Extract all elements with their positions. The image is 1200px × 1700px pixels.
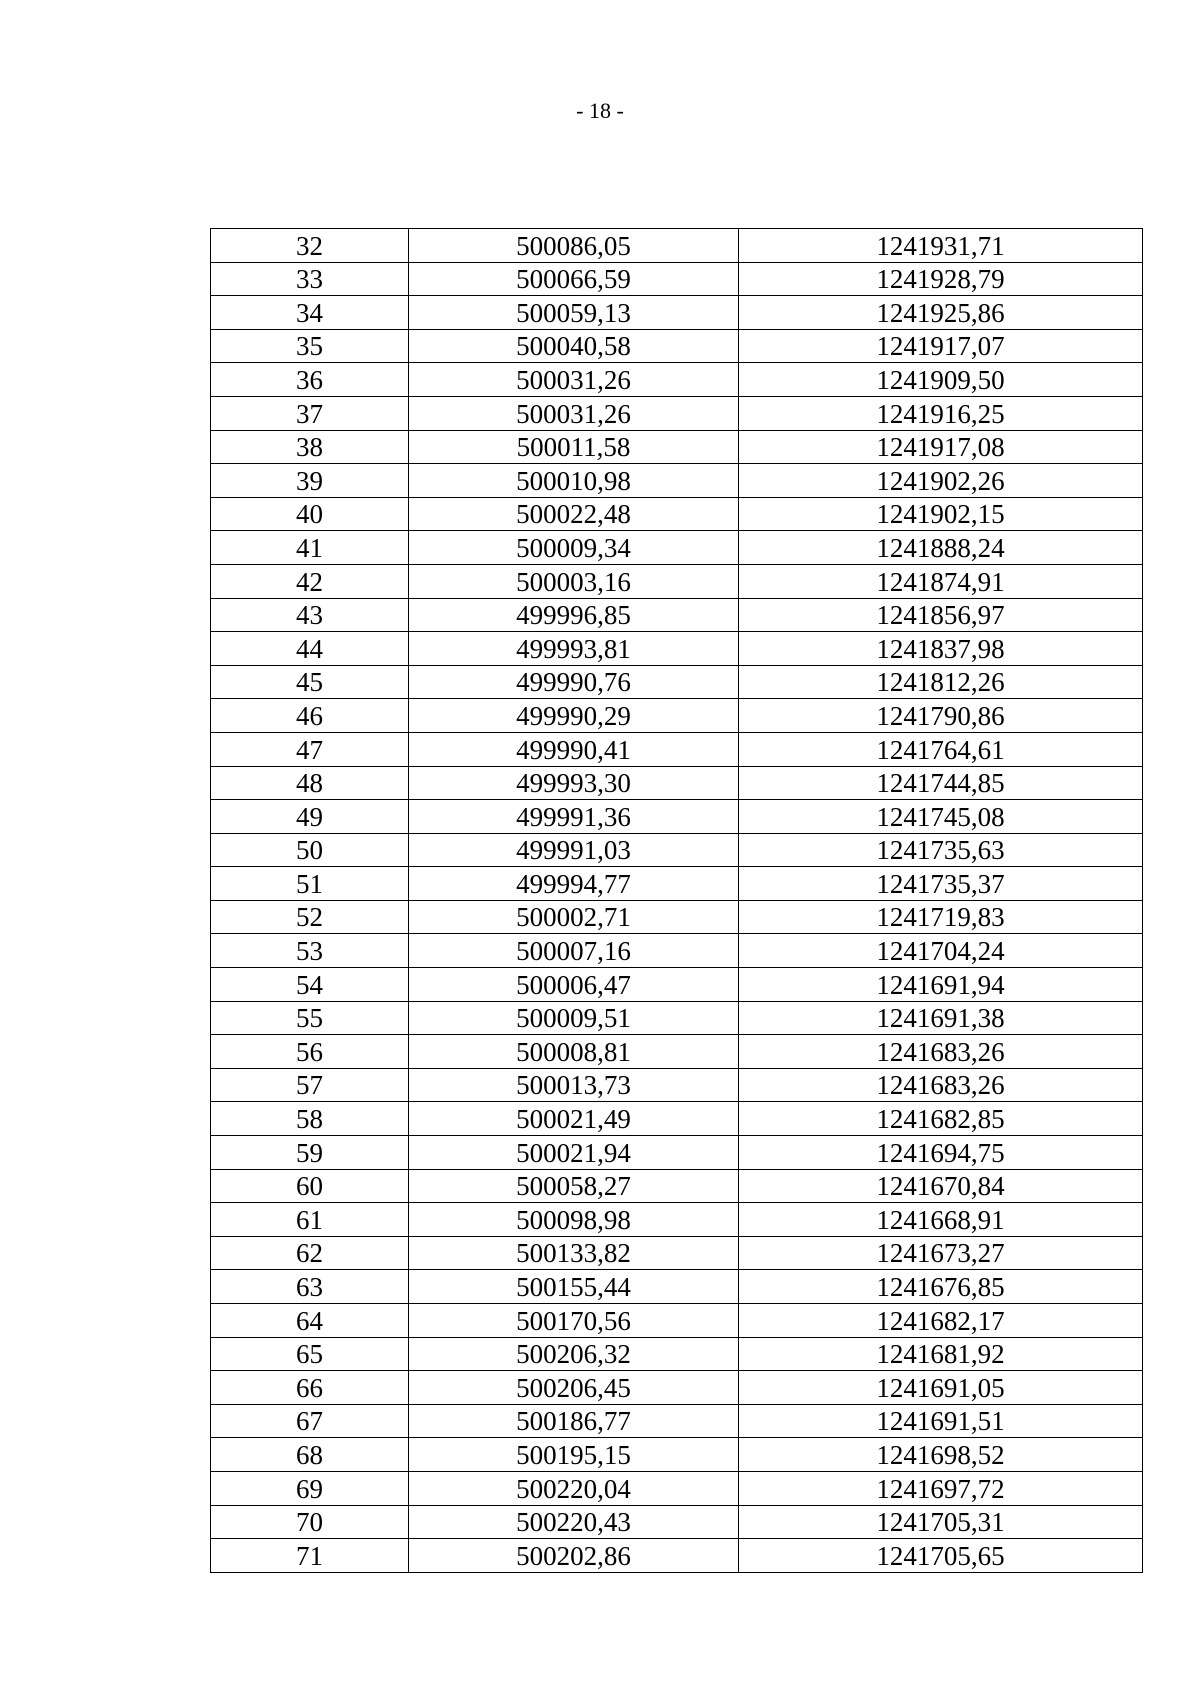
table-row — [211, 867, 1143, 901]
y-coordinate-cell: 1241745,08 — [739, 800, 1143, 834]
point-number-cell: 64 — [211, 1304, 409, 1338]
point-number-cell: 45 — [211, 665, 409, 699]
y-coordinate-cell: 1241682,85 — [739, 1102, 1143, 1136]
x-coordinate-cell: 500003,16 — [409, 564, 739, 598]
table-row — [211, 1136, 1143, 1170]
x-coordinate-cell: 500021,49 — [409, 1102, 739, 1136]
point-number-cell: 43 — [211, 598, 409, 632]
table-row — [211, 296, 1143, 330]
y-coordinate-cell: 1241735,63 — [739, 833, 1143, 867]
x-coordinate-cell: 500009,34 — [409, 531, 739, 565]
point-number-cell: 37 — [211, 396, 409, 430]
y-coordinate-cell: 1241909,50 — [739, 363, 1143, 397]
y-coordinate-cell: 1241928,79 — [739, 262, 1143, 296]
y-coordinate-cell: 1241698,52 — [739, 1438, 1143, 1472]
y-coordinate-cell: 1241691,94 — [739, 968, 1143, 1002]
x-coordinate-cell: 500008,81 — [409, 1035, 739, 1069]
y-coordinate-cell: 1241812,26 — [739, 665, 1143, 699]
y-coordinate-cell: 1241691,38 — [739, 1001, 1143, 1035]
y-coordinate-cell: 1241683,26 — [739, 1035, 1143, 1069]
x-coordinate-cell: 499991,36 — [409, 800, 739, 834]
page-number: - 18 - — [576, 98, 624, 123]
x-coordinate-cell: 500202,86 — [409, 1539, 739, 1573]
y-coordinate-cell: 1241874,91 — [739, 564, 1143, 598]
x-coordinate-cell: 500206,45 — [409, 1371, 739, 1405]
y-coordinate-cell: 1241691,05 — [739, 1371, 1143, 1405]
y-coordinate-cell: 1241705,65 — [739, 1539, 1143, 1573]
point-number-cell: 36 — [211, 363, 409, 397]
x-coordinate-cell: 499996,85 — [409, 598, 739, 632]
x-coordinate-cell: 499994,77 — [409, 867, 739, 901]
x-coordinate-cell: 500010,98 — [409, 464, 739, 498]
point-number-cell: 65 — [211, 1337, 409, 1371]
point-number-cell: 54 — [211, 968, 409, 1002]
y-coordinate-cell: 1241902,15 — [739, 497, 1143, 531]
point-number-cell: 63 — [211, 1270, 409, 1304]
table-row — [211, 1270, 1143, 1304]
y-coordinate-cell: 1241790,86 — [739, 699, 1143, 733]
x-coordinate-cell: 500009,51 — [409, 1001, 739, 1035]
table-row — [211, 1404, 1143, 1438]
table-row — [211, 464, 1143, 498]
point-number-cell: 40 — [211, 497, 409, 531]
point-number-cell: 38 — [211, 430, 409, 464]
point-number-cell: 70 — [211, 1505, 409, 1539]
y-coordinate-cell: 1241691,51 — [739, 1404, 1143, 1438]
y-coordinate-cell: 1241837,98 — [739, 632, 1143, 666]
table-row — [211, 396, 1143, 430]
point-number-cell: 62 — [211, 1236, 409, 1270]
x-coordinate-cell: 500059,13 — [409, 296, 739, 330]
table-row — [211, 531, 1143, 565]
point-number-cell: 56 — [211, 1035, 409, 1069]
point-number-cell: 33 — [211, 262, 409, 296]
x-coordinate-cell: 500206,32 — [409, 1337, 739, 1371]
x-coordinate-cell: 500002,71 — [409, 900, 739, 934]
y-coordinate-cell: 1241902,26 — [739, 464, 1143, 498]
point-number-cell: 67 — [211, 1404, 409, 1438]
x-coordinate-cell: 500066,59 — [409, 262, 739, 296]
point-number-cell: 60 — [211, 1169, 409, 1203]
y-coordinate-cell: 1241931,71 — [739, 229, 1143, 263]
table-row — [211, 833, 1143, 867]
x-coordinate-cell: 500058,27 — [409, 1169, 739, 1203]
table-row — [211, 1304, 1143, 1338]
point-number-cell: 57 — [211, 1068, 409, 1102]
table-row — [211, 430, 1143, 464]
x-coordinate-cell: 500040,58 — [409, 329, 739, 363]
y-coordinate-cell: 1241668,91 — [739, 1203, 1143, 1237]
table-row — [211, 900, 1143, 934]
point-number-cell: 35 — [211, 329, 409, 363]
table-row — [211, 564, 1143, 598]
point-number-cell: 68 — [211, 1438, 409, 1472]
table-row — [211, 598, 1143, 632]
table-row — [211, 497, 1143, 531]
x-coordinate-cell: 499991,03 — [409, 833, 739, 867]
point-number-cell: 69 — [211, 1471, 409, 1505]
table-row — [211, 363, 1143, 397]
x-coordinate-cell: 500031,26 — [409, 396, 739, 430]
table-row — [211, 1505, 1143, 1539]
point-number-cell: 50 — [211, 833, 409, 867]
table-row — [211, 1438, 1143, 1472]
point-number-cell: 47 — [211, 732, 409, 766]
y-coordinate-cell: 1241888,24 — [739, 531, 1143, 565]
point-number-cell: 59 — [211, 1136, 409, 1170]
y-coordinate-cell: 1241917,08 — [739, 430, 1143, 464]
y-coordinate-cell: 1241683,26 — [739, 1068, 1143, 1102]
table-row — [211, 1169, 1143, 1203]
point-number-cell: 61 — [211, 1203, 409, 1237]
x-coordinate-cell: 500098,98 — [409, 1203, 739, 1237]
y-coordinate-cell: 1241681,92 — [739, 1337, 1143, 1371]
coordinates-table-body — [211, 229, 1143, 1573]
table-row — [211, 732, 1143, 766]
point-number-cell: 66 — [211, 1371, 409, 1405]
x-coordinate-cell: 500021,94 — [409, 1136, 739, 1170]
y-coordinate-cell: 1241744,85 — [739, 766, 1143, 800]
point-number-cell: 71 — [211, 1539, 409, 1573]
table-row — [211, 1371, 1143, 1405]
table-row — [211, 1068, 1143, 1102]
table-row — [211, 968, 1143, 1002]
y-coordinate-cell: 1241676,85 — [739, 1270, 1143, 1304]
x-coordinate-cell: 500170,56 — [409, 1304, 739, 1338]
x-coordinate-cell: 499993,30 — [409, 766, 739, 800]
y-coordinate-cell: 1241704,24 — [739, 934, 1143, 968]
x-coordinate-cell: 499990,29 — [409, 699, 739, 733]
x-coordinate-cell: 500031,26 — [409, 363, 739, 397]
point-number-cell: 42 — [211, 564, 409, 598]
point-number-cell: 55 — [211, 1001, 409, 1035]
x-coordinate-cell: 500086,05 — [409, 229, 739, 263]
point-number-cell: 49 — [211, 800, 409, 834]
x-coordinate-cell: 499990,41 — [409, 732, 739, 766]
table-row — [211, 262, 1143, 296]
x-coordinate-cell: 499990,76 — [409, 665, 739, 699]
x-coordinate-cell: 500133,82 — [409, 1236, 739, 1270]
table-row — [211, 665, 1143, 699]
table-row — [211, 1203, 1143, 1237]
y-coordinate-cell: 1241682,17 — [739, 1304, 1143, 1338]
x-coordinate-cell: 499993,81 — [409, 632, 739, 666]
point-number-cell: 48 — [211, 766, 409, 800]
y-coordinate-cell: 1241694,75 — [739, 1136, 1143, 1170]
table-row — [211, 1539, 1143, 1573]
point-number-cell: 39 — [211, 464, 409, 498]
y-coordinate-cell: 1241697,72 — [739, 1471, 1143, 1505]
y-coordinate-cell: 1241917,07 — [739, 329, 1143, 363]
y-coordinate-cell: 1241916,25 — [739, 396, 1143, 430]
table-row — [211, 934, 1143, 968]
x-coordinate-cell: 500186,77 — [409, 1404, 739, 1438]
y-coordinate-cell: 1241705,31 — [739, 1505, 1143, 1539]
table-row — [211, 632, 1143, 666]
table-row — [211, 766, 1143, 800]
point-number-cell: 41 — [211, 531, 409, 565]
table-row — [211, 1035, 1143, 1069]
x-coordinate-cell: 500220,43 — [409, 1505, 739, 1539]
x-coordinate-cell: 500006,47 — [409, 968, 739, 1002]
y-coordinate-cell: 1241670,84 — [739, 1169, 1143, 1203]
table-row — [211, 1236, 1143, 1270]
x-coordinate-cell: 500195,15 — [409, 1438, 739, 1472]
point-number-cell: 51 — [211, 867, 409, 901]
table-row — [211, 1102, 1143, 1136]
point-number-cell: 34 — [211, 296, 409, 330]
x-coordinate-cell: 500220,04 — [409, 1471, 739, 1505]
x-coordinate-cell: 500007,16 — [409, 934, 739, 968]
table-row — [211, 1471, 1143, 1505]
coordinates-table — [210, 228, 1143, 1573]
y-coordinate-cell: 1241673,27 — [739, 1236, 1143, 1270]
table-row — [211, 329, 1143, 363]
x-coordinate-cell: 500013,73 — [409, 1068, 739, 1102]
table-row — [211, 1001, 1143, 1035]
table-row — [211, 699, 1143, 733]
y-coordinate-cell: 1241764,61 — [739, 732, 1143, 766]
x-coordinate-cell: 500011,58 — [409, 430, 739, 464]
point-number-cell: 58 — [211, 1102, 409, 1136]
y-coordinate-cell: 1241735,37 — [739, 867, 1143, 901]
point-number-cell: 53 — [211, 934, 409, 968]
y-coordinate-cell: 1241719,83 — [739, 900, 1143, 934]
y-coordinate-cell: 1241856,97 — [739, 598, 1143, 632]
x-coordinate-cell: 500155,44 — [409, 1270, 739, 1304]
point-number-cell: 32 — [211, 229, 409, 263]
table-row — [211, 800, 1143, 834]
x-coordinate-cell: 500022,48 — [409, 497, 739, 531]
table-row — [211, 1337, 1143, 1371]
point-number-cell: 44 — [211, 632, 409, 666]
y-coordinate-cell: 1241925,86 — [739, 296, 1143, 330]
point-number-cell: 52 — [211, 900, 409, 934]
point-number-cell: 46 — [211, 699, 409, 733]
table-row — [211, 229, 1143, 263]
